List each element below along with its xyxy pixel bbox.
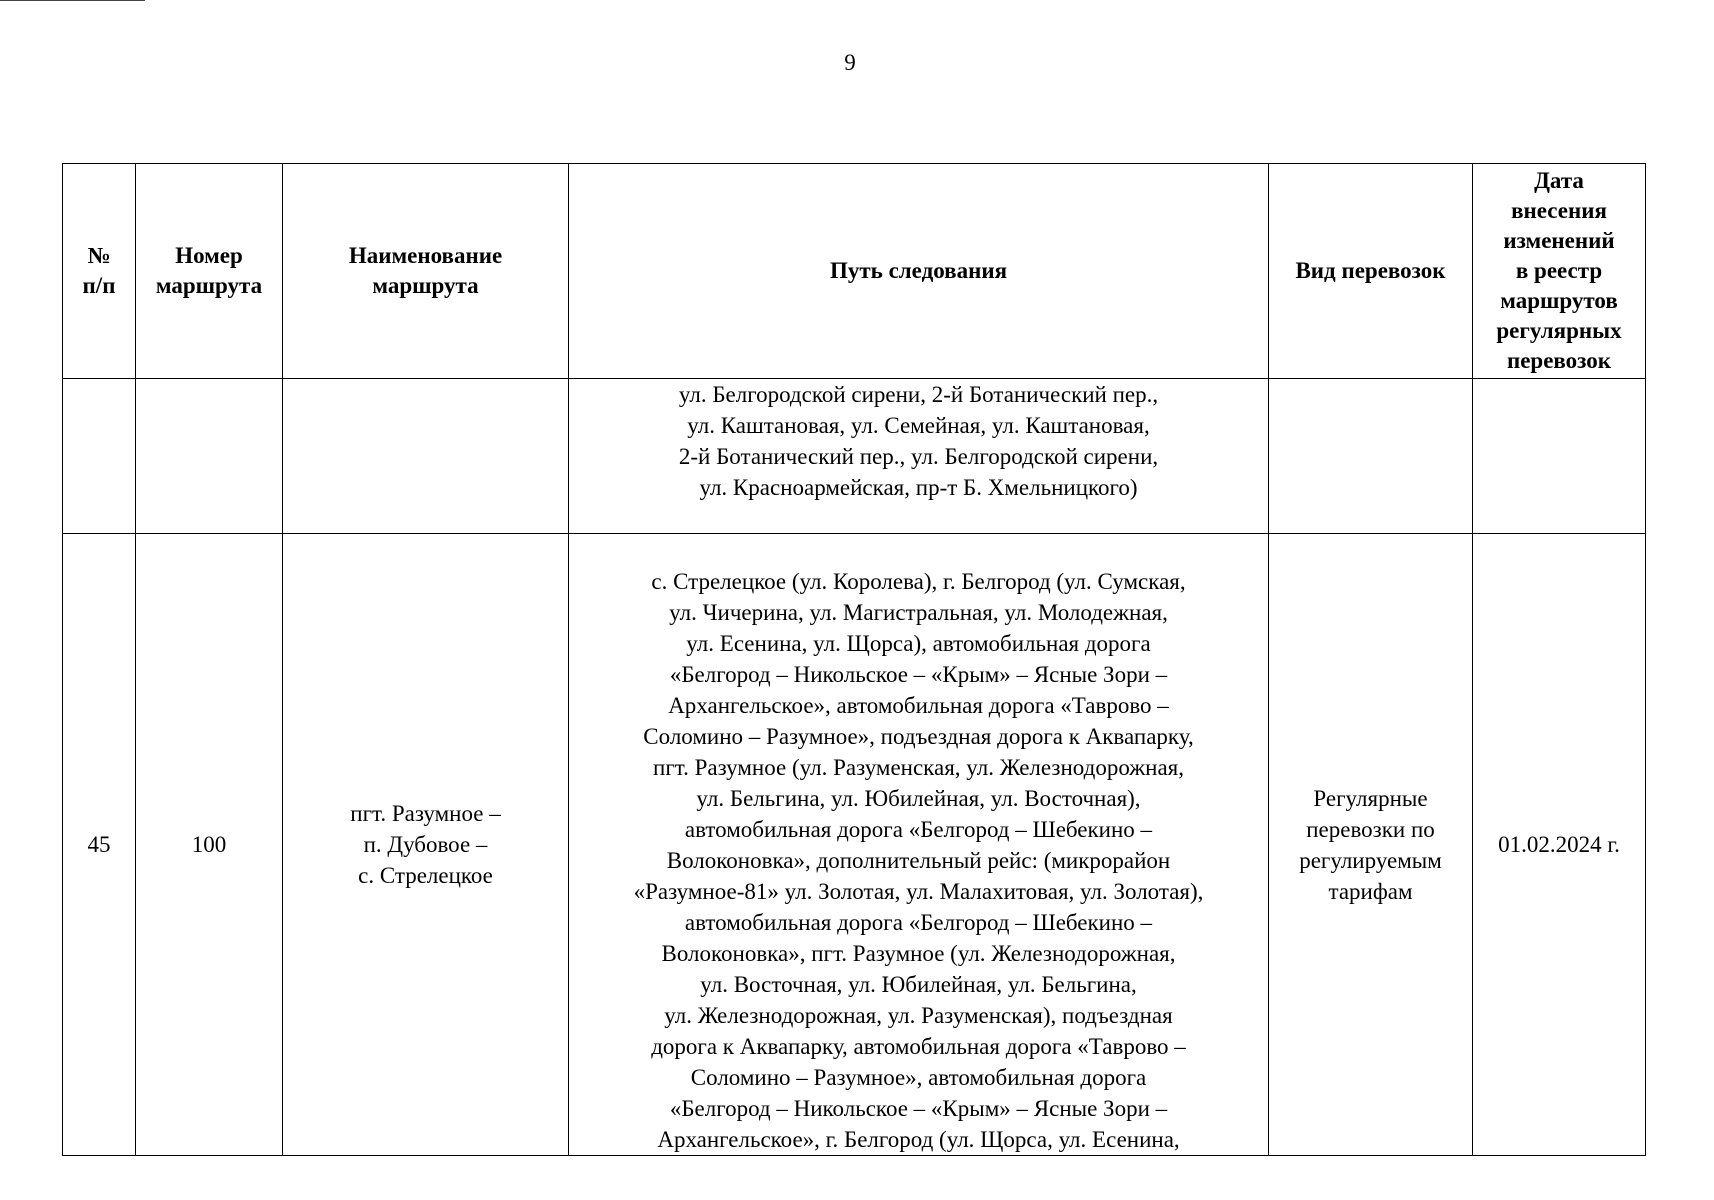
cell-change-date-empty xyxy=(1473,379,1646,534)
header-route-name: Наименование маршрута xyxy=(283,164,569,379)
cell-route-number-empty xyxy=(136,379,283,534)
cell-change-date: 01.02.2024 г. xyxy=(1473,534,1646,1156)
cell-route-name-empty xyxy=(283,379,569,534)
cell-route-name: пгт. Разумное – п. Дубовое – с. Стрелецкое xyxy=(283,534,569,1156)
table-row xyxy=(63,534,1646,1156)
cell-num: 45 xyxy=(63,534,136,1156)
table-row-continuation xyxy=(63,379,1646,534)
header-change-date: Дата внесения изменений в реестр маршрутов регулярных перевозок xyxy=(1473,164,1646,379)
scan-edge-mark xyxy=(0,0,145,1)
cell-path: с. Стрелецкое (ул. Королева), г. Белгород (ул. Сумская, ул. Чичерина, ул. Магистральная, ул. Молодежная, ул. Есенина, ул. Щорса), автомобильная дорога «Белгород – Никольское – «Крым» – Ясные Зори – Архангельское», автомобильная дорога «Таврово – Соломино – Разумное», подъездная дорога к Аквапарку, пгт. Разумное (ул. Разуменская, ул. Железнодорожная, ул. Бельгина, ул. Юбилейная, ул. Восточная), автомобильная дорога «Белгород – Шебекино – Волоконовка», дополнительный рейс: (микрорайон «Разумное-81» ул. Золотая, ул. Малахитовая, ул. Золотая), автомобильная дорога «Белгород – Шебекино – Волоконовка», пгт. Разумное (ул. Железнодорожная, ул. Восточная, ул. Юбилейная, ул. Бельгина, ул. Железнодорожная, ул. Разуменская), подъездная дорога к Аквапарку, автомобильная дорога «Таврово – Соломино – Разумное», автомобильная дорога «Белгород – Никольское – «Крым» – Ясные Зори – Архангельское», г. Белгород (ул. Щорса, ул. Есенина, xyxy=(569,534,1269,1156)
header-transport-type: Вид перевозок xyxy=(1269,164,1473,379)
cell-transport-type: Регулярные перевозки по регулируемым тарифам xyxy=(1269,534,1473,1156)
routes-table xyxy=(62,163,1646,1156)
table-header-row xyxy=(63,164,1646,379)
header-route-number: Номер маршрута xyxy=(136,164,283,379)
cell-route-number: 100 xyxy=(136,534,283,1156)
cell-transport-type-empty xyxy=(1269,379,1473,534)
cell-num-empty xyxy=(63,379,136,534)
page-number: 9 xyxy=(844,50,856,75)
header-path: Путь следования xyxy=(569,164,1269,379)
cell-path-continuation: ул. Белгородской сирени, 2-й Ботанический пер., ул. Каштановая, ул. Семейная, ул. Каштановая, 2-й Ботанический пер., ул. Белгородской сирени, ул. Красноармейская, пр-т Б. Хмельницкого) xyxy=(569,379,1269,534)
header-num: № п/п xyxy=(63,164,136,379)
